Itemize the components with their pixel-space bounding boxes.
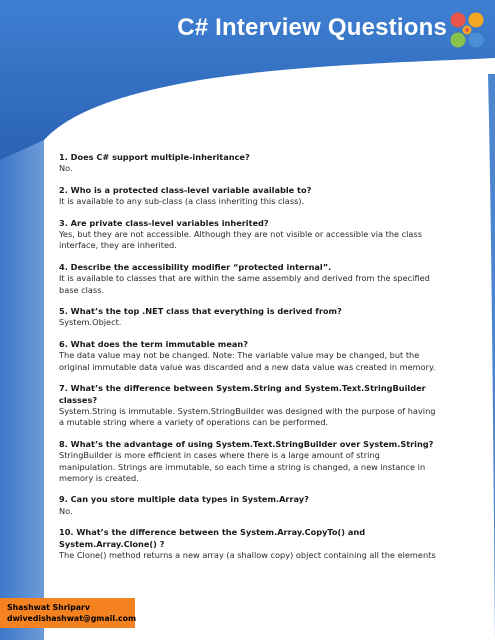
logo-dot-2 (469, 13, 484, 28)
question-text: 7. What’s the difference between System.String and System.Text.StringBuilder classes? (59, 383, 426, 405)
qa-item (59, 439, 437, 485)
qa-item (59, 306, 437, 329)
qa-item (59, 339, 437, 373)
answer-text: System.String is immutable. System.StringBuilder was designed with the purpose of having a mutable string where a variety of operations can be performed. (59, 405, 436, 428)
question-text: 3. Are private class-level variables inherited? (59, 217, 269, 228)
question-text: 5. What’s the top .NET class that everything is derived from? (59, 306, 342, 317)
qa-item (59, 218, 437, 252)
question-text: 2. Who is a protected class-level variable available to? (59, 184, 312, 195)
author-name: Shashwat Shriparv (7, 603, 90, 612)
question-text: 4. Describe the accessibility modifier “protected internal”. (59, 261, 332, 272)
page-title: C# Interview Questions (177, 14, 447, 41)
qa-item (59, 152, 437, 175)
logo-dot-3 (451, 33, 466, 48)
colored-dots-logo-icon (448, 10, 488, 52)
answer-text: StringBuilder is more efficient in cases where there is a large amount of string manipulation. Strings are immutable, so each time a string is changed, a new instance in memory is created. (59, 450, 426, 483)
question-text: 10. What’s the difference between the System.Array.CopyTo() and System.Array.Clone() ? (59, 527, 366, 549)
question-text: 6. What does the term immutable mean? (59, 338, 248, 349)
question-text: 8. What’s the advantage of using System.Text.StringBuilder over System.String? (59, 438, 434, 449)
question-text: 9. Can you store multiple data types in System.Array? (59, 494, 309, 505)
qa-item (59, 383, 437, 429)
author-email: dwivedishashwat@gmail.com (7, 614, 137, 623)
qa-item (59, 262, 437, 296)
answer-text: No. (59, 163, 73, 174)
author-badge (0, 598, 135, 628)
answer-text: It is available to any sub-class (a class inheriting this class). (59, 196, 305, 207)
answer-text: No. (59, 505, 73, 516)
logo-dot-6 (465, 28, 469, 32)
answer-text: The data value may not be changed. Note: The variable value may be changed, but the original immutable data value was discarded and a new data value was created in memory. (59, 350, 436, 372)
qa-list (59, 152, 437, 571)
answer-text: The Clone() method returns a new array (a shallow copy) object containing all the elements (59, 549, 436, 560)
qa-item (59, 185, 437, 208)
logo-dot-4 (469, 33, 484, 48)
question-text: 1. Does C# support multiple-inheritance? (59, 152, 250, 162)
answer-text: Yes, but they are not accessible. Although they are not visible or accessible via the class interface, they are inherited. (59, 229, 422, 251)
qa-item (59, 527, 437, 561)
logo-dot-1 (451, 13, 466, 28)
answer-text: It is available to classes that are within the same assembly and derived from the specified base class. (59, 273, 430, 295)
qa-item (59, 494, 437, 517)
answer-text: System.Object. (59, 317, 122, 328)
